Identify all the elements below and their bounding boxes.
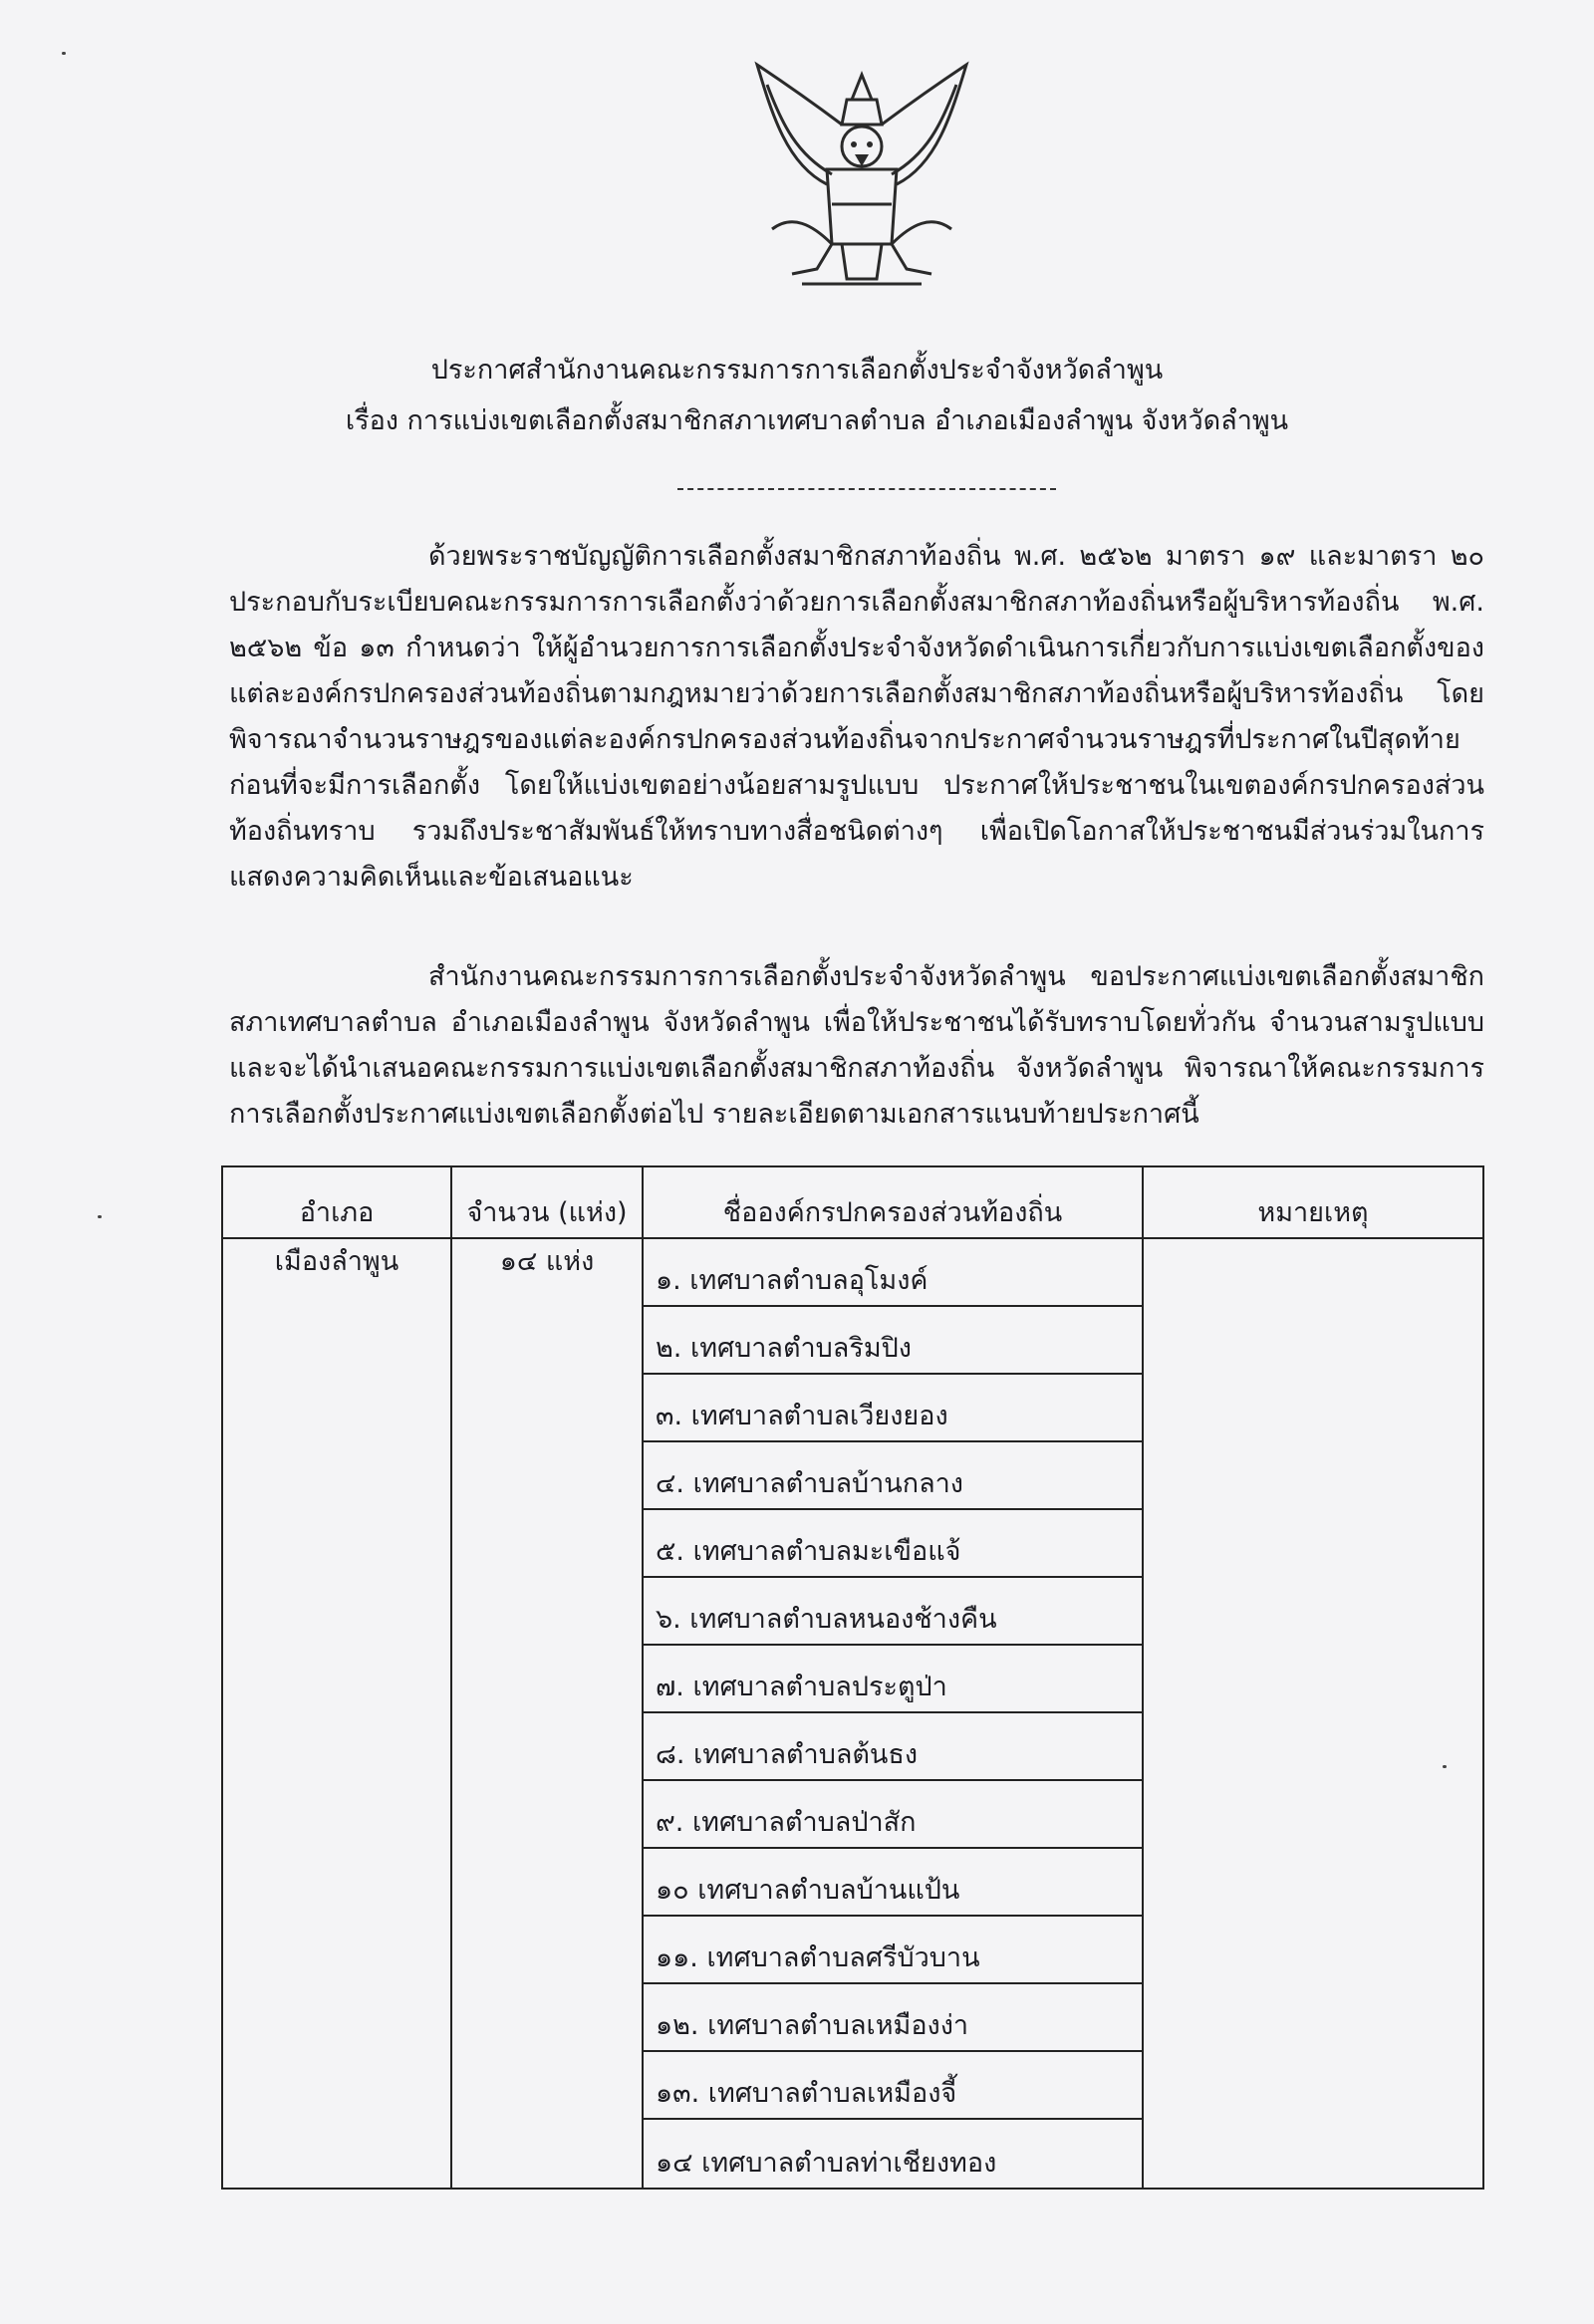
municipality-table: [221, 1165, 1484, 2190]
header-note: หมายเหตุ: [1143, 1166, 1483, 1238]
names-cell: [643, 1238, 1143, 2189]
list-item: ๑๔ เทศบาลตำบลท่าเชียงทอง: [656, 2148, 997, 2179]
header-count: จำนวน (แห่ง): [451, 1166, 643, 1238]
header-name: ชื่อองค์กรปกครองส่วนท้องถิ่น: [643, 1166, 1143, 1238]
count-cell: ๑๔ แห่ง: [451, 1238, 643, 2189]
table-header-row: [222, 1166, 1483, 1238]
list-item: ๘. เทศบาลตำบลต้นธง: [644, 1713, 1142, 1781]
list-item: ๗. เทศบาลตำบลประตูป่า: [644, 1646, 1142, 1713]
list-item: ๓. เทศบาลตำบลเวียงยอง: [644, 1375, 1142, 1442]
list-item: ๖. เทศบาลตำบลหนองช้างคืน: [644, 1578, 1142, 1646]
scan-speck: [98, 1215, 102, 1218]
list-item: ๑. เทศบาลตำบลอุโมงค์: [644, 1239, 1142, 1307]
list-item: ๑๓. เทศบาลตำบลเหมืองจี้: [644, 2052, 1142, 2120]
note-cell: [1143, 1238, 1483, 2189]
list-item: ๙. เทศบาลตำบลป่าสัก: [644, 1781, 1142, 1849]
list-item: ๑๒. เทศบาลตำบลเหมืองง่า: [644, 1984, 1142, 2052]
scan-speck: [62, 52, 66, 55]
list-item: ๒. เทศบาลตำบลริมปิง: [644, 1307, 1142, 1375]
table-row: [222, 1238, 1483, 2189]
list-item: ๔. เทศบาลตำบลบ้านกลาง: [644, 1442, 1142, 1510]
list-item: ๑๑. เทศบาลตำบลศรีบัวบาน: [644, 1917, 1142, 1984]
list-item: ๕. เทศบาลตำบลมะเขือแจ้: [644, 1510, 1142, 1578]
body-paragraph-1: ด้วยพระราชบัญญัติการเลือกตั้งสมาชิกสภาท้องถิ่น พ.ศ. ๒๕๖๒ มาตรา ๑๙ และมาตรา ๒๐ ประกอบกับระเบียบคณะกรรมการการเลือกตั้งว่าด้วยการเลือกตั้งสมาชิกสภาท้องถิ่นหรือผู้บริหารท้องถิ่น พ.ศ. ๒๕๖๒ ข้อ ๑๓ กำหนดว่า ให้ผู้อำนวยการการเลือกตั้งประจำจังหวัดดำเนินการเกี่ยวกับการแบ่งเขตเลือกตั้งของแต่ละองค์กรปกครองส่วนท้องถิ่นตามกฎหมายว่าด้วยการเลือกตั้งสมาชิกสภาท้องถิ่นหรือผู้บริหารท้องถิ่น โดยพิจารณาจำนวนราษฎรของแต่ละองค์กรปกครองส่วนท้องถิ่นจากประกาศจำนวนราษฎรที่ประกาศในปีสุดท้ายก่อนที่จะมีการเลือกตั้ง โดยให้แบ่งเขตอย่างน้อยสามรูปแบบ ประกาศให้ประชาชนในเขตองค์กรปกครองส่วนท้องถิ่นทราบ รวมถึงประชาสัมพันธ์ให้ทราบทางสื่อชนิดต่างๆ เพื่อเปิดโอกาสให้ประชาชนมีส่วนร่วมในการแสดงความคิดเห็นและข้อเสนอแนะ: [229, 541, 1484, 893]
header-district: อำเภอ: [222, 1166, 451, 1238]
garuda-emblem-icon: [732, 55, 991, 304]
announcement-subject: เรื่อง การแบ่งเขตเลือกตั้งสมาชิกสภาเทศบาลตำบล อำเภอเมืองลำพูน จังหวัดลำพูน: [345, 405, 1289, 436]
dashed-separator: [677, 488, 1056, 490]
district-cell: เมืองลำพูน: [222, 1238, 451, 2189]
scan-speck: [1443, 1765, 1447, 1768]
list-item: ๑๐ เทศบาลตำบลบ้านแป้น: [644, 1849, 1142, 1917]
body-paragraph-2: สำนักงานคณะกรรมการการเลือกตั้งประจำจังหวัดลำพูน ขอประกาศแบ่งเขตเลือกตั้งสมาชิกสภาเทศบาลตำบล อำเภอเมืองลำพูน จังหวัดลำพูน เพื่อให้ประชาชนได้รับทราบโดยทั่วกัน จำนวนสามรูปแบบ และจะได้นำเสนอคณะกรรมการแบ่งเขตเลือกตั้งสมาชิกสภาท้องถิ่น จังหวัดลำพูน พิจารณาให้คณะกรรมการการเลือกตั้งประกาศแบ่งเขตเลือกตั้งต่อไป รายละเอียดตามเอกสารแนบท้ายประกาศนี้: [229, 961, 1484, 1130]
announcement-title: ประกาศสำนักงานคณะกรรมการการเลือกตั้งประจำจังหวัดลำพูน: [430, 355, 1164, 386]
